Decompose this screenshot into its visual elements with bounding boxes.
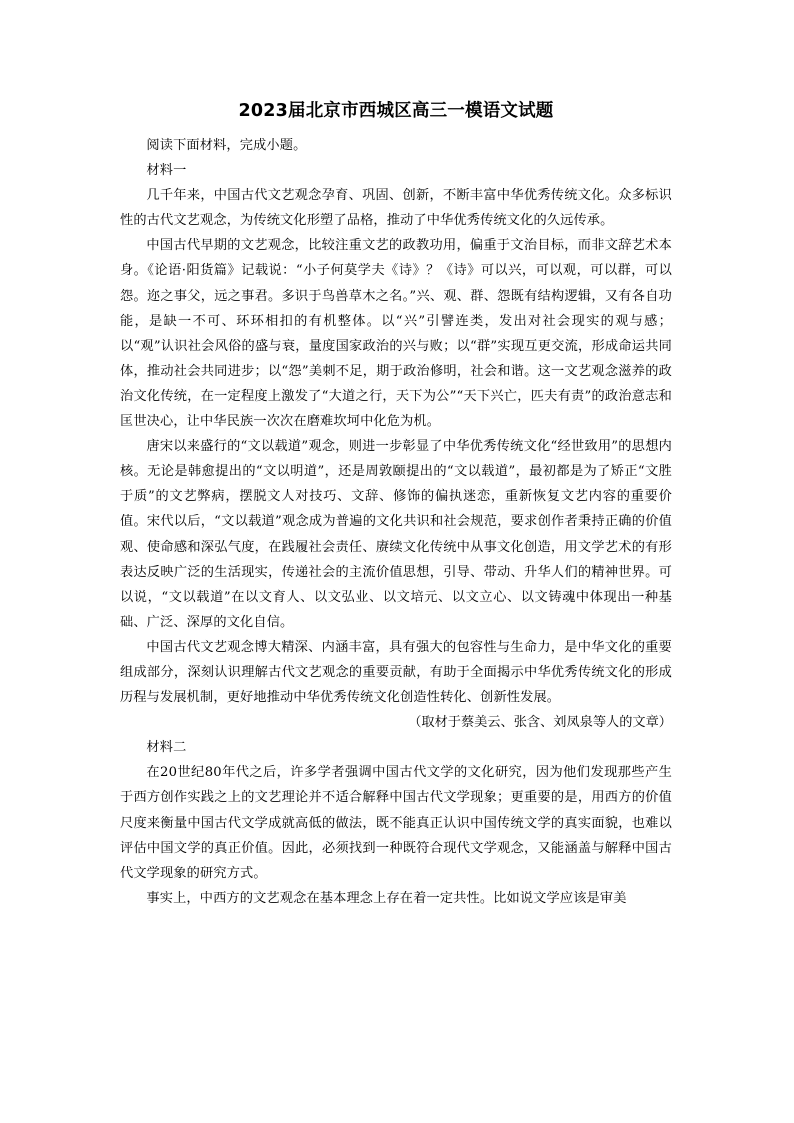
document-page [120, 98, 672, 911]
instruction-text: 阅读下面材料，完成小题。 [146, 138, 307, 153]
material-one-paragraph-3: 唐宋以来盛行的“文以载道”观念，则进一步彰显了中华优秀传统文化“经世致用”的思想内核。无论是韩愈提出的“文以明道”，还是周敦颐提出的“文以载道”，最初都是为了矫正“文胜于质”的文艺弊病，摆脱文人对技巧、文辞、修饰的偏执迷恋，重新恢复文艺内容的重要价值。宋代以后，“文以载道”观念成为普遍的文化共识和社会规范，要求创作者秉持正确的价值观、使命感和深弘气度，在践履社会责任、赓续文化传统中从事文化创造，用文学艺术的有形表达反映广泛的生活现实，传递社会的主流价值思想，引导、带动、升华人们的精神世界。可以说，“文以载道”在以文育人、以文弘业、以文培元、以文立心、以文铸魂中体现出一种基础、广泛、深厚的文化自信。 [120, 439, 672, 630]
material-two-label: 材料二 [146, 740, 187, 756]
material-one-source: （取材于蔡美云、张含、刘凤泉等人的文章） [408, 715, 672, 731]
material-one-paragraph-2: 中国古代早期的文艺观念，比较注重文艺的政教功用，偏重于文治目标，而非文辞艺术本身。《论语·阳货篇》记载说：“小子何莫学夫《诗》？《诗》可以兴，可以观，可以群，可以怨。迩之事父，远之事君。多识于鸟兽草木之名。”兴、观、群、怨既有结构逻辑，又有各自功能，是缺一不可、环环相扣的有机整体。以“兴”引譬连类，发出对社会现实的观与感；以“观”认识社会风俗的盛与衰，量度国家政治的兴与败；以“群”实现互更交流，形成命运共同体，推动社会共同进步；以“怨”美刺不足，期于政治修明，社会和谐。这一文艺观念滋养的政治文化传统，在一定程度上激发了“大道之行，天下为公”“天下兴亡，匹夫有责”的政治意志和匡世决心，让中华民族一次次在磨难坎坷中化危为机。 [120, 238, 672, 430]
material-two-paragraph-2: 事实上，中西方的文艺观念在基本理念上存在着一定共性。比如说文学应该是审美 [146, 890, 627, 906]
material-one-label: 材料一 [146, 163, 187, 179]
document-title: 2023届北京市西城区高三一模语文试题 [238, 101, 554, 121]
material-two-paragraph-1: 在20世纪80年代之后，许多学者强调中国古代文学的文化研究，因为他们发现那些产生于西方创作实践之上的文艺理论并不适合解释中国古代文学现象；更重要的是，用西方的价值尺度来衡量中国古代文学成就高低的做法，既不能真正认识中国传统文学的真实面貌，也难以评估中国文学的真正价值。因此，必须找到一种既符合现代文学观念，又能涵盖与解释中国古代文学现象的研究方式。 [120, 765, 672, 881]
material-one-paragraph-1: 几千年来，中国古代文艺观念孕育、巩固、创新，不断丰富中华优秀传统文化。众多标识性的古代文艺观念，为传统文化形塑了品格，推动了中华优秀传统文化的久远传承。 [120, 188, 672, 229]
material-one-paragraph-4: 中国古代文艺观念博大精深、内涵丰富，具有强大的包容性与生命力，是中华文化的重要组成部分，深刻认识理解古代文艺观念的重要贡献，有助于全面揭示中华优秀传统文化的形成历程与发展机制，更好地推动中华优秀传统文化创造性转化、创新性发展。 [120, 639, 672, 706]
